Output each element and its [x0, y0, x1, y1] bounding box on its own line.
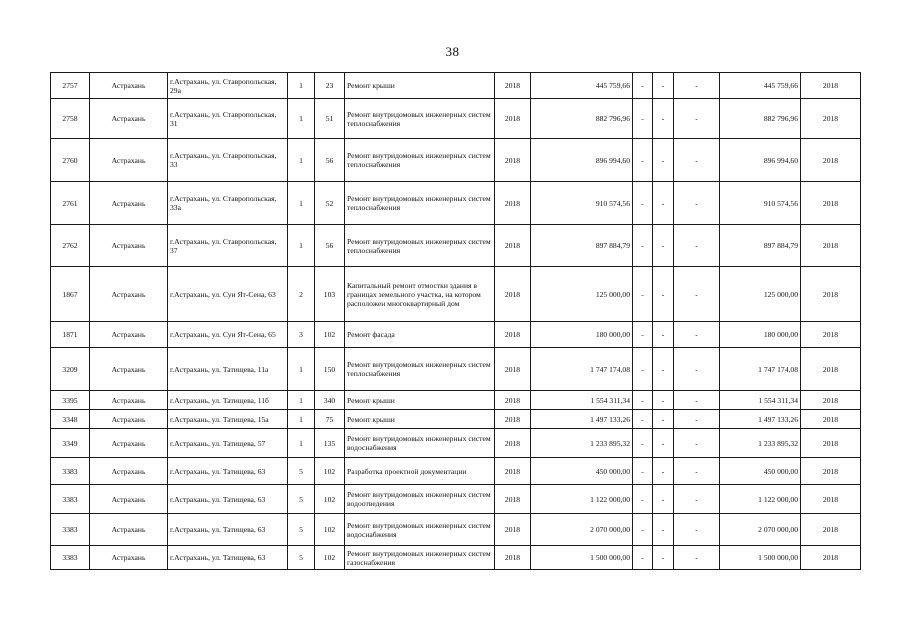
- cost-cell: 1 500 000,00: [531, 546, 633, 570]
- count-cell: 56: [315, 225, 345, 267]
- object-id-cell: 3209: [51, 348, 90, 391]
- dash-cell: -: [674, 514, 720, 546]
- total-cell: 896 994,60: [720, 139, 801, 182]
- dash-cell: -: [633, 225, 653, 267]
- cost-cell: 1 554 311,34: [531, 391, 633, 410]
- total-cell: 450 000,00: [720, 458, 801, 485]
- dash-cell: -: [653, 322, 674, 348]
- table-row: [51, 410, 861, 429]
- dash-cell: -: [674, 485, 720, 514]
- year-cell: 2018: [495, 410, 531, 429]
- priority-cell: 5: [288, 485, 315, 514]
- count-cell: 102: [315, 485, 345, 514]
- table-row: [51, 514, 861, 546]
- dash-cell: -: [674, 73, 720, 99]
- priority-cell: 1: [288, 139, 315, 182]
- city-cell: Астрахань: [90, 99, 168, 139]
- count-cell: 150: [315, 348, 345, 391]
- completion-year-cell: 2018: [801, 514, 861, 546]
- cost-cell: 1 497 133,26: [531, 410, 633, 429]
- priority-cell: 1: [288, 348, 315, 391]
- page-number: 38: [445, 44, 460, 59]
- object-id-cell: 3348: [51, 410, 90, 429]
- total-cell: 882 796,96: [720, 99, 801, 139]
- dash-cell: -: [653, 429, 674, 458]
- dash-cell: -: [674, 410, 720, 429]
- dash-cell: -: [653, 458, 674, 485]
- dash-cell: -: [653, 73, 674, 99]
- cost-cell: 910 574,56: [531, 182, 633, 225]
- priority-cell: 3: [288, 322, 315, 348]
- count-cell: 51: [315, 99, 345, 139]
- completion-year-cell: 2018: [801, 139, 861, 182]
- year-cell: 2018: [495, 348, 531, 391]
- dash-cell: -: [674, 391, 720, 410]
- total-cell: 2 070 000,00: [720, 514, 801, 546]
- dash-cell: -: [653, 410, 674, 429]
- priority-cell: 1: [288, 225, 315, 267]
- count-cell: 56: [315, 139, 345, 182]
- work-type-cell: Ремонт внутридомовых инженерных систем теплоснабжения: [345, 348, 495, 391]
- table-row: [51, 73, 861, 99]
- dash-cell: -: [674, 267, 720, 322]
- total-cell: 125 000,00: [720, 267, 801, 322]
- city-cell: Астрахань: [90, 322, 168, 348]
- dash-cell: -: [674, 225, 720, 267]
- address-cell: г.Астрахань, ул. Татищева, 15а: [168, 410, 288, 429]
- total-cell: 897 884,79: [720, 225, 801, 267]
- count-cell: 102: [315, 514, 345, 546]
- dash-cell: -: [653, 348, 674, 391]
- work-type-cell: Ремонт внутридомовых инженерных систем теплоснабжения: [345, 139, 495, 182]
- table-row: [51, 348, 861, 391]
- cost-cell: 445 759,66: [531, 73, 633, 99]
- completion-year-cell: 2018: [801, 267, 861, 322]
- completion-year-cell: 2018: [801, 73, 861, 99]
- dash-cell: -: [633, 546, 653, 570]
- total-cell: 1 497 133,26: [720, 410, 801, 429]
- address-cell: г.Астрахань, ул. Ставропольская, 29а: [168, 73, 288, 99]
- table-row: [51, 458, 861, 485]
- dash-cell: -: [633, 348, 653, 391]
- priority-cell: 1: [288, 99, 315, 139]
- city-cell: Астрахань: [90, 410, 168, 429]
- total-cell: 180 000,00: [720, 322, 801, 348]
- dash-cell: -: [653, 99, 674, 139]
- total-cell: 1 747 174,08: [720, 348, 801, 391]
- count-cell: 52: [315, 182, 345, 225]
- object-id-cell: 2760: [51, 139, 90, 182]
- dash-cell: -: [674, 348, 720, 391]
- priority-cell: 1: [288, 391, 315, 410]
- cost-cell: 125 000,00: [531, 267, 633, 322]
- year-cell: 2018: [495, 99, 531, 139]
- dash-cell: -: [653, 267, 674, 322]
- count-cell: 75: [315, 410, 345, 429]
- work-type-cell: Ремонт крыши: [345, 391, 495, 410]
- count-cell: 135: [315, 429, 345, 458]
- object-id-cell: 2757: [51, 73, 90, 99]
- dash-cell: -: [653, 546, 674, 570]
- object-id-cell: 2761: [51, 182, 90, 225]
- completion-year-cell: 2018: [801, 429, 861, 458]
- object-id-cell: 3383: [51, 458, 90, 485]
- work-type-cell: Ремонт крыши: [345, 73, 495, 99]
- completion-year-cell: 2018: [801, 182, 861, 225]
- object-id-cell: 3395: [51, 391, 90, 410]
- priority-cell: 5: [288, 514, 315, 546]
- completion-year-cell: 2018: [801, 485, 861, 514]
- table-row: [51, 267, 861, 322]
- dash-cell: -: [633, 485, 653, 514]
- object-id-cell: 3349: [51, 429, 90, 458]
- table-row: [51, 546, 861, 570]
- table-row: [51, 225, 861, 267]
- table-row: [51, 485, 861, 514]
- dash-cell: -: [633, 182, 653, 225]
- year-cell: 2018: [495, 225, 531, 267]
- cost-cell: 896 994,60: [531, 139, 633, 182]
- object-id-cell: 3383: [51, 546, 90, 570]
- count-cell: 102: [315, 458, 345, 485]
- total-cell: 1 554 311,34: [720, 391, 801, 410]
- completion-year-cell: 2018: [801, 99, 861, 139]
- dash-cell: -: [633, 139, 653, 182]
- count-cell: 102: [315, 322, 345, 348]
- dash-cell: -: [674, 322, 720, 348]
- total-cell: 1 122 000,00: [720, 485, 801, 514]
- work-type-cell: Ремонт внутридомовых инженерных систем теплоснабжения: [345, 182, 495, 225]
- dash-cell: -: [674, 429, 720, 458]
- dash-cell: -: [633, 99, 653, 139]
- cost-cell: 180 000,00: [531, 322, 633, 348]
- table-row: [51, 99, 861, 139]
- completion-year-cell: 2018: [801, 410, 861, 429]
- table-row: [51, 429, 861, 458]
- dash-cell: -: [674, 458, 720, 485]
- object-id-cell: 1867: [51, 267, 90, 322]
- count-cell: 103: [315, 267, 345, 322]
- object-id-cell: 1871: [51, 322, 90, 348]
- work-type-cell: Ремонт внутридомовых инженерных систем водоснабжения: [345, 514, 495, 546]
- city-cell: Астрахань: [90, 458, 168, 485]
- count-cell: 102: [315, 546, 345, 570]
- total-cell: 1 500 000,00: [720, 546, 801, 570]
- address-cell: г.Астрахань, ул. Ставропольская, 33: [168, 139, 288, 182]
- year-cell: 2018: [495, 429, 531, 458]
- city-cell: Астрахань: [90, 391, 168, 410]
- cost-cell: 450 000,00: [531, 458, 633, 485]
- object-id-cell: 3383: [51, 485, 90, 514]
- address-cell: г.Астрахань, ул. Татищева, 63: [168, 546, 288, 570]
- work-type-cell: Ремонт крыши: [345, 410, 495, 429]
- cost-cell: 1 233 895,32: [531, 429, 633, 458]
- count-cell: 23: [315, 73, 345, 99]
- table-row: [51, 322, 861, 348]
- city-cell: Астрахань: [90, 267, 168, 322]
- completion-year-cell: 2018: [801, 348, 861, 391]
- address-cell: г.Астрахань, ул. Татищева, 11б: [168, 391, 288, 410]
- city-cell: Астрахань: [90, 514, 168, 546]
- city-cell: Астрахань: [90, 73, 168, 99]
- table-row: [51, 391, 861, 410]
- work-type-cell: Капитальный ремонт отмостки здания в границах земельного участка, на котором расположен многоквартирный дом: [345, 267, 495, 322]
- dash-cell: -: [653, 514, 674, 546]
- priority-cell: 5: [288, 458, 315, 485]
- address-cell: г.Астрахань, ул. Татищева, 63: [168, 485, 288, 514]
- dash-cell: -: [674, 182, 720, 225]
- table-row: [51, 139, 861, 182]
- priority-cell: 1: [288, 182, 315, 225]
- year-cell: 2018: [495, 485, 531, 514]
- dash-cell: -: [633, 322, 653, 348]
- total-cell: 910 574,56: [720, 182, 801, 225]
- dash-cell: -: [653, 485, 674, 514]
- completion-year-cell: 2018: [801, 546, 861, 570]
- dash-cell: -: [633, 410, 653, 429]
- city-cell: Астрахань: [90, 429, 168, 458]
- priority-cell: 1: [288, 73, 315, 99]
- object-id-cell: 3383: [51, 514, 90, 546]
- year-cell: 2018: [495, 182, 531, 225]
- cost-cell: 897 884,79: [531, 225, 633, 267]
- work-type-cell: Разработка проектной документации: [345, 458, 495, 485]
- total-cell: 1 233 895,32: [720, 429, 801, 458]
- address-cell: г.Астрахань, ул. Татищева, 63: [168, 514, 288, 546]
- year-cell: 2018: [495, 322, 531, 348]
- dash-cell: -: [674, 546, 720, 570]
- city-cell: Астрахань: [90, 485, 168, 514]
- dash-cell: -: [674, 139, 720, 182]
- dash-cell: -: [674, 99, 720, 139]
- city-cell: Астрахань: [90, 348, 168, 391]
- priority-cell: 1: [288, 410, 315, 429]
- address-cell: г.Астрахань, ул. Ставропольская, 33а: [168, 182, 288, 225]
- city-cell: Астрахань: [90, 546, 168, 570]
- object-id-cell: 2758: [51, 99, 90, 139]
- repair-register-table: [50, 72, 861, 570]
- address-cell: г.Астрахань, ул. Сун Ят-Сена, 63: [168, 267, 288, 322]
- city-cell: Астрахань: [90, 182, 168, 225]
- table-row: [51, 182, 861, 225]
- address-cell: г.Астрахань, ул. Татищева, 63: [168, 458, 288, 485]
- work-type-cell: Ремонт внутридомовых инженерных систем газоснабжения: [345, 546, 495, 570]
- cost-cell: 2 070 000,00: [531, 514, 633, 546]
- dash-cell: -: [653, 225, 674, 267]
- work-type-cell: Ремонт фасада: [345, 322, 495, 348]
- year-cell: 2018: [495, 139, 531, 182]
- priority-cell: 2: [288, 267, 315, 322]
- dash-cell: -: [633, 514, 653, 546]
- completion-year-cell: 2018: [801, 225, 861, 267]
- dash-cell: -: [633, 73, 653, 99]
- work-type-cell: Ремонт внутридомовых инженерных систем теплоснабжения: [345, 99, 495, 139]
- object-id-cell: 2762: [51, 225, 90, 267]
- cost-cell: 1 747 174,08: [531, 348, 633, 391]
- address-cell: г.Астрахань, ул. Сун Ят-Сена, 65: [168, 322, 288, 348]
- year-cell: 2018: [495, 514, 531, 546]
- work-type-cell: Ремонт внутридомовых инженерных систем водоотведения: [345, 485, 495, 514]
- dash-cell: -: [633, 429, 653, 458]
- dash-cell: -: [653, 182, 674, 225]
- completion-year-cell: 2018: [801, 391, 861, 410]
- city-cell: Астрахань: [90, 225, 168, 267]
- year-cell: 2018: [495, 458, 531, 485]
- address-cell: г.Астрахань, ул. Татищева, 11а: [168, 348, 288, 391]
- dash-cell: -: [653, 391, 674, 410]
- address-cell: г.Астрахань, ул. Татищева, 57: [168, 429, 288, 458]
- cost-cell: 882 796,96: [531, 99, 633, 139]
- year-cell: 2018: [495, 73, 531, 99]
- completion-year-cell: 2018: [801, 458, 861, 485]
- year-cell: 2018: [495, 546, 531, 570]
- dash-cell: -: [633, 267, 653, 322]
- dash-cell: -: [633, 458, 653, 485]
- year-cell: 2018: [495, 267, 531, 322]
- year-cell: 2018: [495, 391, 531, 410]
- priority-cell: 5: [288, 546, 315, 570]
- address-cell: г.Астрахань, ул. Ставропольская, 31: [168, 99, 288, 139]
- completion-year-cell: 2018: [801, 322, 861, 348]
- dash-cell: -: [633, 391, 653, 410]
- work-type-cell: Ремонт внутридомовых инженерных систем теплоснабжения: [345, 225, 495, 267]
- work-type-cell: Ремонт внутридомовых инженерных систем водоснабжения: [345, 429, 495, 458]
- address-cell: г.Астрахань, ул. Ставропольская, 37: [168, 225, 288, 267]
- city-cell: Астрахань: [90, 139, 168, 182]
- count-cell: 340: [315, 391, 345, 410]
- dash-cell: -: [653, 139, 674, 182]
- priority-cell: 1: [288, 429, 315, 458]
- cost-cell: 1 122 000,00: [531, 485, 633, 514]
- total-cell: 445 759,66: [720, 73, 801, 99]
